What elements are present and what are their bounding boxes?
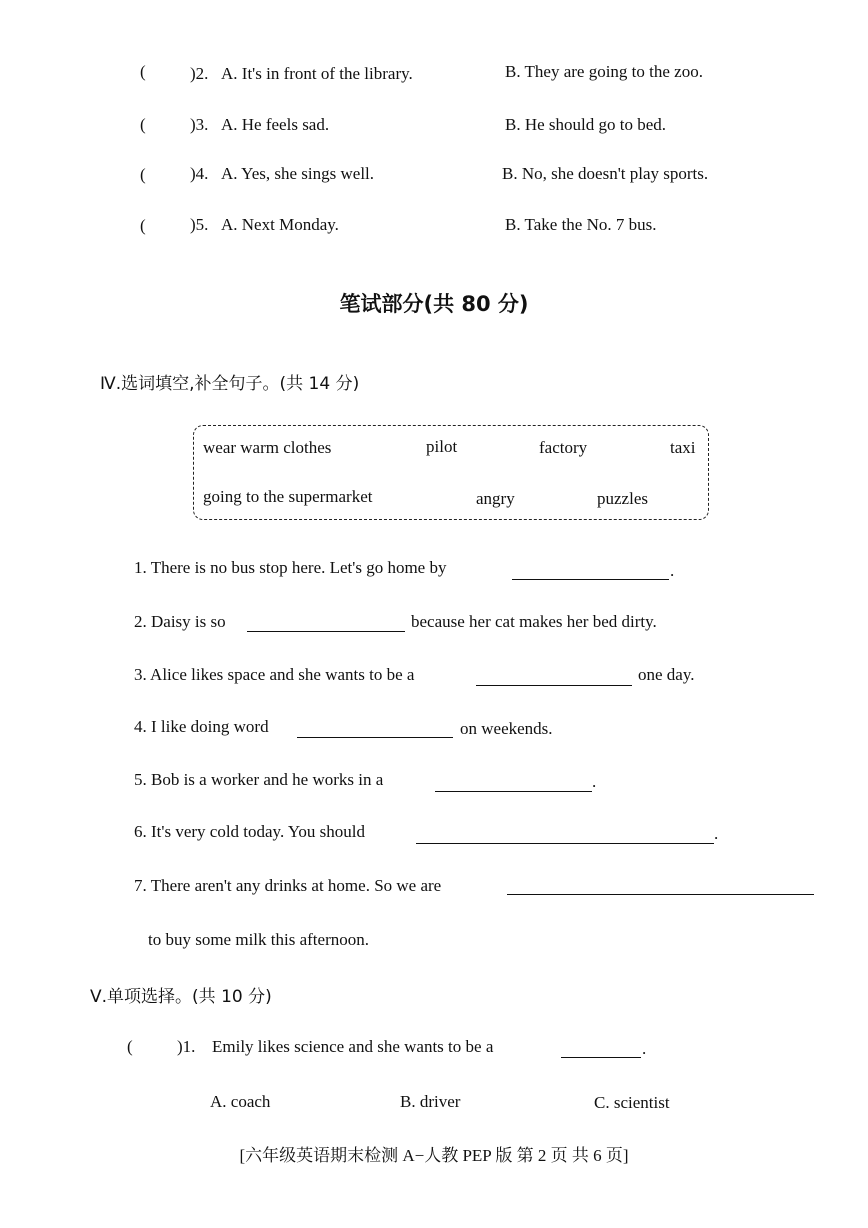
answer-blank[interactable]	[507, 894, 814, 895]
question-number: )3.	[190, 115, 209, 134]
option-a: A. He feels sad.	[221, 115, 330, 134]
word-bank-item: puzzles	[597, 489, 648, 508]
word-bank-item: pilot	[426, 437, 458, 456]
sentence-text: 4. I like doing word	[134, 717, 269, 736]
option-b: B. driver	[400, 1092, 461, 1111]
sentence-end: .	[592, 772, 597, 791]
sentence-text: 3. Alice likes space and she wants to be a	[134, 665, 415, 684]
page-footer: [六年级英语期末检测 A−人教 PEP 版 第 2 页 共 6 页]	[239, 1146, 629, 1165]
answer-paren: (	[140, 165, 146, 184]
answer-paren: (	[140, 62, 146, 81]
option-a: A. coach	[210, 1092, 271, 1111]
answer-paren: (	[140, 115, 146, 134]
sentence-text: 5. Bob is a worker and he works in a	[134, 770, 384, 789]
question-number: )4.	[190, 164, 209, 183]
answer-blank[interactable]	[476, 685, 632, 686]
sentence-end: one day.	[638, 665, 695, 684]
word-bank-item: angry	[476, 489, 515, 508]
sentence-end: .	[714, 824, 719, 843]
word-bank	[193, 425, 709, 520]
option-a: A. It's in front of the library.	[221, 64, 413, 83]
sentence-text: 7. There aren't any drinks at home. So we are	[134, 876, 442, 895]
answer-paren: (	[140, 216, 146, 235]
word-bank-item: wear warm clothes	[203, 438, 332, 457]
section-5-title: Ⅴ.单项选择。(共 10 分)	[90, 987, 272, 1007]
word-bank-item: factory	[539, 438, 588, 457]
question-end: .	[642, 1039, 647, 1058]
option-a: A. Next Monday.	[221, 215, 339, 234]
option-b: B. No, she doesn't play sports.	[502, 164, 709, 183]
option-b: B. Take the No. 7 bus.	[505, 215, 657, 234]
sentence-text: 1. There is no bus stop here. Let's go home by	[134, 558, 447, 577]
section-4-title: Ⅳ.选词填空,补全句子。(共 14 分)	[100, 374, 360, 394]
answer-blank[interactable]	[297, 737, 453, 738]
sentence-end: .	[670, 561, 675, 580]
sentence-text: 2. Daisy is so	[134, 612, 226, 631]
word-bank-item: taxi	[670, 438, 696, 457]
option-c: C. scientist	[594, 1093, 670, 1112]
question-number: )5.	[190, 215, 209, 234]
option-a: A. Yes, she sings well.	[221, 164, 375, 183]
answer-blank[interactable]	[247, 631, 405, 632]
sentence-continuation: to buy some milk this afternoon.	[148, 930, 369, 949]
answer-paren: (	[127, 1037, 133, 1056]
answer-blank[interactable]	[435, 791, 592, 792]
word-bank-item: going to the supermarket	[203, 487, 373, 506]
question-text: Emily likes science and she wants to be a	[212, 1037, 494, 1056]
question-number: )2.	[190, 64, 209, 83]
answer-blank[interactable]	[416, 843, 714, 844]
sentence-end: on weekends.	[460, 719, 553, 738]
written-part-title: 笔试部分(共 80 分)	[339, 292, 529, 316]
answer-blank[interactable]	[512, 579, 669, 580]
option-b: B. He should go to bed.	[505, 115, 667, 134]
answer-blank[interactable]	[561, 1057, 641, 1058]
sentence-text: 6. It's very cold today. You should	[134, 822, 365, 841]
question-number: )1.	[177, 1037, 196, 1056]
option-b: B. They are going to the zoo.	[505, 62, 703, 81]
sentence-end: because her cat makes her bed dirty.	[411, 612, 657, 631]
